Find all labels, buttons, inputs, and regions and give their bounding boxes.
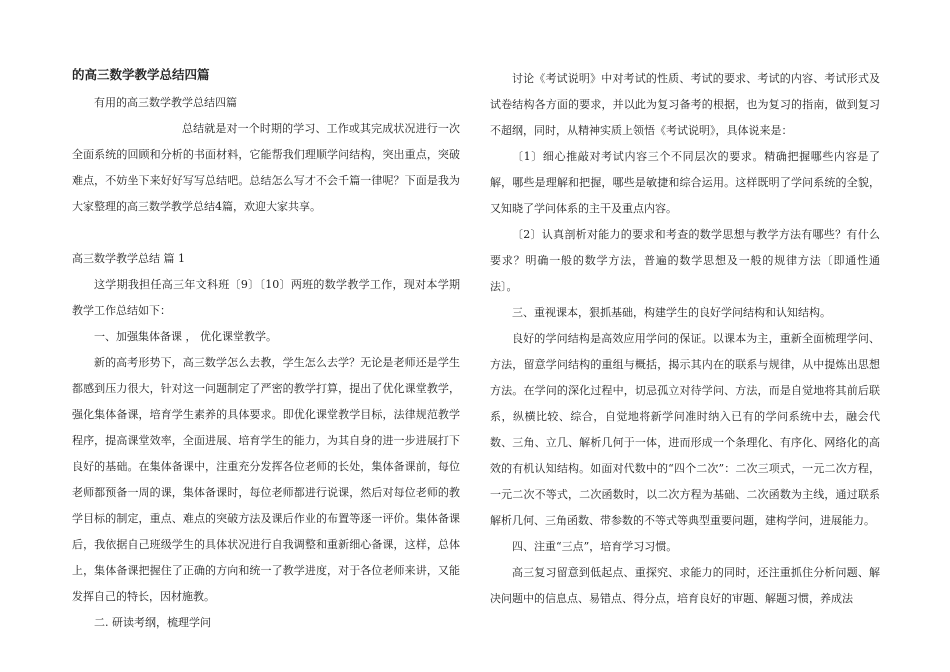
section-heading: 三、重视课本，狠抓基础，构建学生的良好学问结构和认知结构。 — [512, 306, 831, 319]
paragraph: 这学期我担任高三年文科班〔9〕〔10〕两班的数学教学工作，现对本学期教学工作总结如下： — [72, 278, 460, 317]
paragraph: 良好的学问结构是高效应用学问的保证。以课本为主，重新全面梳理学问、方法，留意学问结构的重组与概括，揭示其内在的联系与规律，从中提炼出思想方法。在学问的深化过程中，切忌孤立对待学问、方法，而是自觉地将其前后联系，纵横比较、综合，自觉地将新学问准时纳入已有的学问系统中去，融会代数、三角、立几、解析几何于一体，进而形成一个条理化、有序化、网络化的高效的有机认知结构。如面对代数中的“四个二次”：二次三项式，一元二次方程，一元二次不等式，二次函数时，以二次方程为基础、二次函数为主线，通过联系解析几何、三角函数、带参数的不等式等典型重要问题，建构学问，进展能力。 — [490, 332, 880, 527]
spacer — [72, 220, 460, 246]
paragraph: 新的高考形势下，高三数学怎么去教，学生怎么去学？无论是老师还是学生都感到压力很大，针对这一问题制定了严密的教学打算，提出了优化课堂教学，强化集体备课，培育学生素养的具体要求。即优化课堂教学目标，法律规范教学程序，提高课堂效率，全面进展、培育学生的能力，为其自身的进一步进展打下良好的基础。在集体备课中，注重充分发挥各位老师的长处，集体备课前，每位老师都预备一周的课，集体备课时，每位老师都进行说课，然后对每位老师的教学目标的制定，重点、难点的突破方法及课后作业的布置等逐一评价。集体备课后，我依据自己班级学生的具体状况进行自我调整和重新细心备课，这样，总体上，集体备课把握住了正确的方向和统一了教学进度，对于各位老师来讲，又能发挥自己的特长，因材施教。 — [72, 356, 460, 603]
article-heading: 高三数学教学总结 篇 1 — [72, 252, 185, 265]
paragraph: 讨论《考试说明》中对考试的性质、考试的要求、考试的内容、考试形式及试卷结构各方面的要求，并以此为复习备考的根据，也为复习的指南，做到复习不超纲，同时，从精神实质上领悟《考试说明》，具体说来是： — [490, 72, 880, 137]
section-heading: 一、加强集体备课 ， 优化课堂教学。 — [94, 330, 277, 343]
right-column — [490, 66, 880, 612]
paragraph: 〔1〕细心推敲对考试内容三个不同层次的要求。精确把握哪些内容是了解，哪些是理解和把握，哪些是敏捷和综合运用。这样既明了学问系统的全貌，又知晓了学问体系的主干及重点内容。 — [490, 150, 880, 215]
document-subtitle: 有用的高三数学教学总结四篇 — [94, 96, 237, 109]
section-heading: 四、注重“三点”，培育学习习惯。 — [512, 540, 678, 553]
paragraph: 〔2〕认真剖析对能力的要求和考查的数学思想与教学方法有哪些？有什么要求？明确一般的数学方法，普遍的数学思想及一般的规律方法〔即通性通法〕。 — [490, 228, 880, 293]
paragraph: 高三复习留意到低起点、重探究、求能力的同时，还注重抓住分析问题、解决问题中的信息点、易错点、得分点，培育良好的审题、解题习惯，养成法 — [490, 566, 880, 605]
intro-paragraph: 总结就是对一个时期的学习、工作或其完成状况进行一次全面系统的回顾和分析的书面材料，它能帮我们理顺学问结构，突出重点，突破难点，不妨坐下来好好写写总结吧。总结怎么写才不会千篇一律呢？下面是我为大家整理的高三数学教学总结4篇，欢迎大家共享。 — [72, 122, 460, 213]
section-heading: 二. 研读考纲，梳理学问 — [94, 616, 211, 629]
document-title: 的高三数学教学总结四篇 — [72, 67, 210, 82]
left-column — [72, 66, 460, 636]
